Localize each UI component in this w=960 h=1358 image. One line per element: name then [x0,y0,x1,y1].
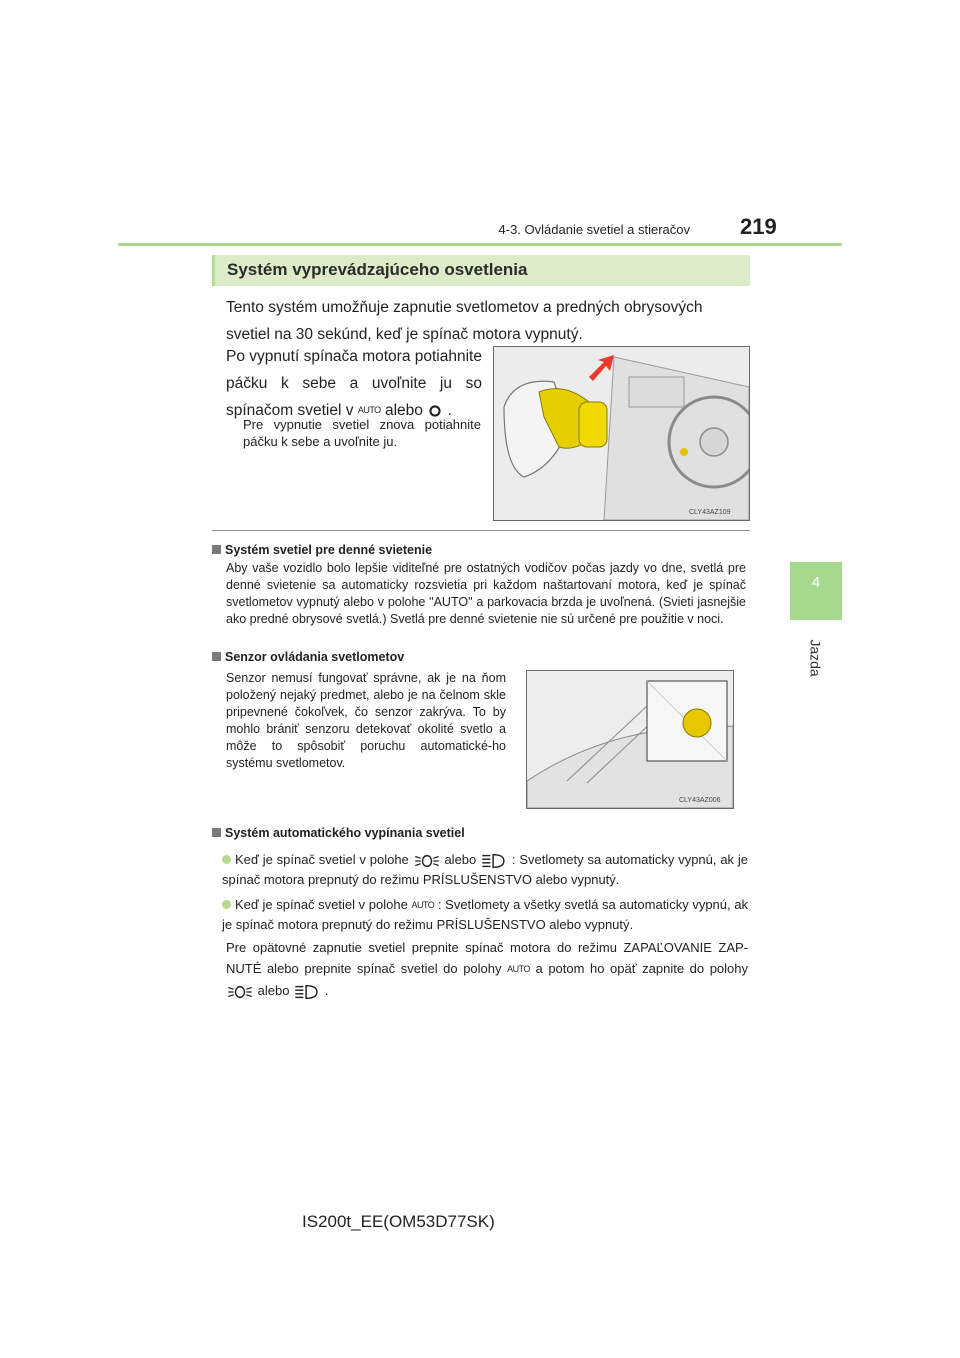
instruction-paragraph [226,343,482,424]
instruction-text: Po vypnutí spínača motora potiahnite páčku k sebe a uvoľnite ju so spínačom svetiel v [226,348,482,419]
instruction-end: . [447,402,452,419]
sensor-drawing [527,671,733,808]
sensor-heading [212,650,404,664]
lever-figure-code: CLY43AZ109 [689,509,731,516]
b1-pre: Keď je spínač svetiel v polohe [235,852,409,867]
drl-heading [212,543,432,557]
auto-icon: AUTO [411,900,435,911]
auto-off-heading-text: Systém automatického vypínania svetiel [225,826,465,840]
parking-light-icon [226,983,254,1001]
auto-off-heading [212,826,465,840]
sensor-illustration [526,670,734,809]
p-end: . [324,983,329,999]
round-bullet-icon [222,855,231,864]
section-title: Systém vyprevádzajúceho osvetlenia [212,255,750,286]
b1-or: alebo [444,852,477,867]
round-bullet-icon [222,900,231,909]
headlight-icon [480,852,508,870]
chapter-tab [790,562,842,620]
drl-paragraph: Aby vaše vozidlo bolo lepšie viditeľné pre ostatných vodičov počas jazdy vo dne, svetlá pre denné svietenie sa automaticky rozsvietia pri každom naštartovaní motora, keď je spínač svetlometov vypnutý alebo v polohe "AUTO" a parkovacia brzda je uvoľnená. (Svieti jasnejšie ako predné obrysové svetlá.) Svetlá pre denné svietenie nie sú určené pre použitie v noci. [226,561,746,626]
chapter-label [790,639,842,677]
document-code: IS200t_EE(OM53D77SK) [302,1212,495,1231]
b1-post: : Svetlomety sa automaticky vypnú, ak je spínač motora prepnutý do režimu PRÍSLUŠENSTVO alebo vypnutý. [222,852,748,887]
auto-off-paragraph [226,937,748,1001]
sensor-figure-code: CLY43AZ006 [679,797,721,804]
lever-illustration [493,346,750,521]
auto-off-bullet-2 [222,895,748,934]
p-mid: a potom ho opäť zapnite do polohy [535,961,748,976]
chapter-label-text: Jazda [807,639,824,677]
square-bullet-icon [212,652,221,661]
b2-pre: Keď je spínač svetiel v polohe [235,897,408,912]
p-or: alebo [257,983,290,999]
square-bullet-icon [212,828,221,837]
auto-off-bullet-1 [222,850,748,889]
sensor-heading-text: Senzor ovládania svetlometov [225,650,405,664]
running-header: 4-3. Ovládanie svetiel a stieračov [498,222,690,237]
auto-icon: AUTO [357,405,381,416]
intro-paragraph: Tento systém umožňuje zapnutie svetlometov a predných obrysových svetiel na 30 sekúnd, keď je spínač motora vypnutý. [226,299,703,343]
parking-light-icon [413,852,441,870]
auto-icon: AUTO [507,964,530,975]
page-number: 219 [740,214,777,239]
header-rule [118,243,842,246]
drl-heading-text: Systém svetiel pre denné svietenie [225,543,433,557]
p-pre: Pre opätovné zapnutie svetiel prepnite spínač motora do režimu ZAPAĽOVANIE ZAP-NUTÉ alebo prepnite spínač svetiel do polohy [226,940,748,976]
chapter-number: 4 [811,574,821,591]
sensor-paragraph: Senzor nemusí fungovať správne, ak je na ňom položený nejaký predmet, alebo je na čelnom skle pripevnené čokoľvek, čo senzor zakrýva. To by mohlo brániť senzoru detekovať okolité svetlo a môže to spôsobiť poruchu automatické-ho systému svetlometov. [226,671,506,770]
instruction-or: alebo [384,402,423,419]
section-divider [212,530,750,531]
instruction-note: Pre vypnutie svetiel znova potiahnite páčku k sebe a uvoľnite ju. [243,417,481,449]
headlight-icon [293,983,321,1001]
square-bullet-icon [212,545,221,554]
lever-drawing [494,347,749,520]
b2-post: : Svetlomety a všetky svetlá sa automaticky vypnú, ak je spínač motora prepnutý do režimu PRÍSLUŠENSTVO alebo vypnutý. [222,897,748,933]
